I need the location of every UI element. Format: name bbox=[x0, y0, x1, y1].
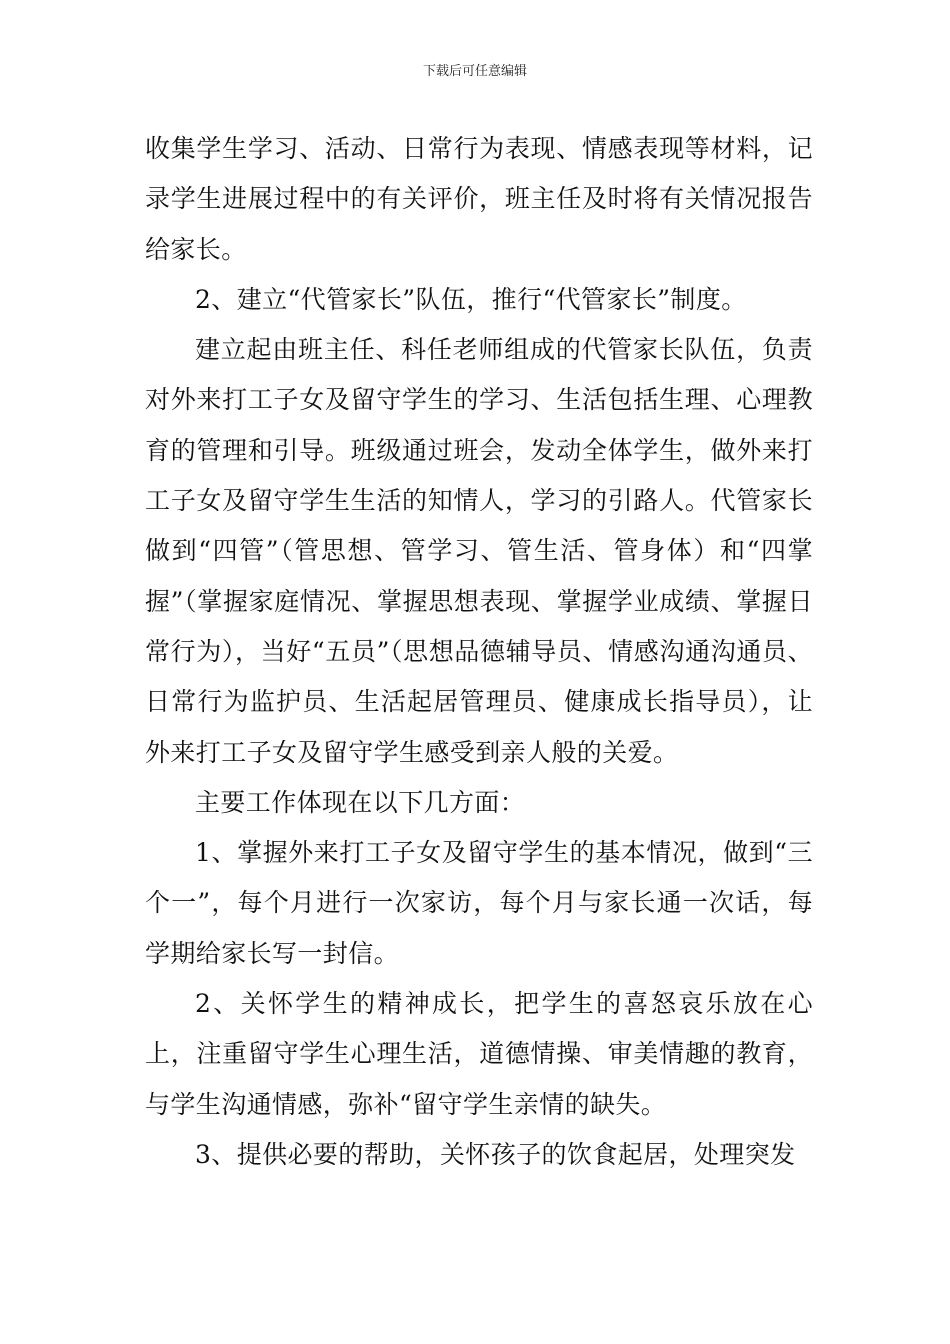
paragraph-heading-2: 2、建立“代管家长”队伍，推行“代管家长”制度。 bbox=[195, 284, 747, 314]
paragraph-item-2: 2、关怀学生的精神成长，把学生的喜怒哀乐放在心上，注重留守学生心理生活，道德情操、审美情趣的教育，与学生沟通情感，弥补“留守学生亲情的缺失。 bbox=[145, 989, 813, 1119]
paragraph-proxy-parents: 建立起由班主任、科任老师组成的代管家长队伍，负责对外来打工子女及留守学生的学习、生活包括生理、心理教育的管理和引导。班级通过班会，发动全体学生，做外来打工子女及留守学生生活的知情人，学习的引路人。代管家长做到“四管”（管思想、管学习、管生活、管身体）和“四掌握”（掌握家庭情况、掌握思想表现、掌握学业成绩、掌握日常行为），当好“五员”（思想品德辅导员、情感沟通沟通员、日常行为监护员、生活起居管理员、健康成长指导员），让外来打工子女及留守学生感受到亲人般的关爱。 bbox=[145, 335, 813, 767]
paragraph-item-1: 1、掌握外来打工子女及留守学生的基本情况，做到“三个一”，每个月进行一次家访，每个月与家长通一次话，每学期给家长写一封信。 bbox=[145, 838, 813, 968]
paragraph-item-3: 3、提供必要的帮助，关怀孩子的饮食起居，处理突发 bbox=[195, 1139, 796, 1169]
paragraph-continuation: 收集学生学习、活动、日常行为表现、情感表现等材料，记录学生进展过程中的有关评价，班主任及时将有关情况报告给家长。 bbox=[145, 134, 813, 264]
page-header: 下载后可任意编辑 bbox=[422, 64, 527, 79]
document-body bbox=[145, 124, 813, 1180]
paragraph-main-work: 主要工作体现在以下几方面： bbox=[195, 787, 526, 817]
